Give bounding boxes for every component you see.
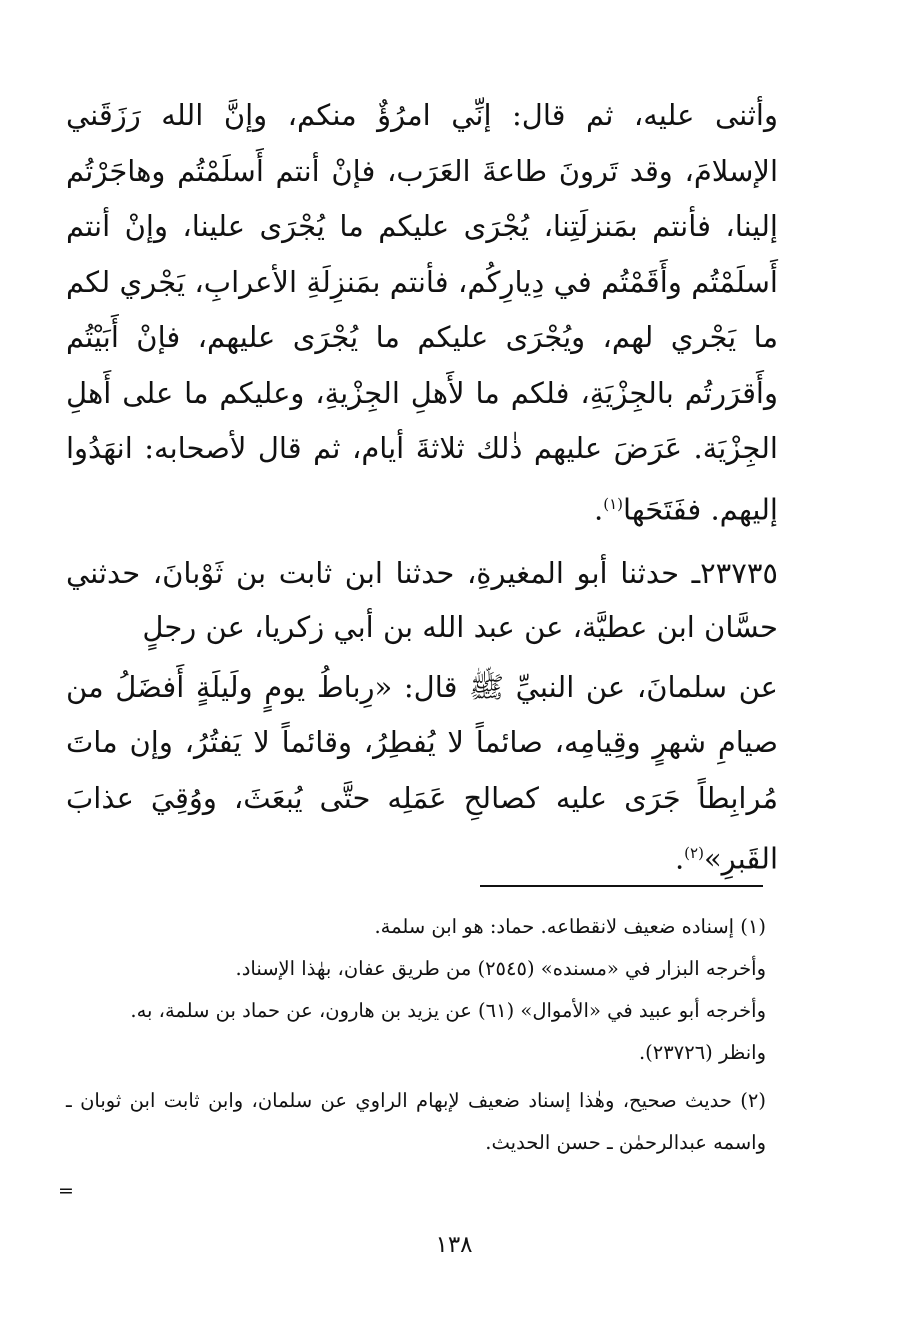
footnote-ref-2: (٢) (684, 844, 704, 863)
paragraph-narration-text: وأثنى عليه، ثم قال: إنِّي امرُؤٌ منكم، وإنَّ الله رَزَقَني الإسلامَ، وقد تَرونَ طاعةَ العَرَب، فإنْ أنتم أَسلَمْتُم وهاجَرْتُم إلينا، فأنتم بمَنزلَتِنا، يُجْرَى عليكم ما يُجْرَى علينا، وإنْ أنتم أَسلَمْتُم وأَقَمْتُم في دِيارِكُم، فأنتم بمَنزِلَةِ الأعرابِ، يَجْري لكم ما يَجْري لهم، ويُجْرَى عليكم ما يُجْرَى عليهم، فإنْ أَبَيْتُم وأَقرَرتُم بالجِزْيَةِ، فلكم ما لأَهلِ الجِزْيةِ، وعليكم ما على أَهلِ الجِزْيَة. عَرَضَ عليهم ذٰلك ثلاثةَ أيام، ثم قال لأصحابه: انهَدُوا إليهم. ففَتَحَها (66, 98, 778, 527)
footnote-2: (٢) حديث صحيح، وهٰذا إسناد ضعيف لإبهام الراوي عن سلمان، وابن ثابت ابن ثوبان ـ واسمه عبدالرحمٰن ـ حسن الحديث. (66, 1089, 766, 1154)
page-number: ١٣٨ (435, 1232, 473, 1258)
paragraph-hadith (66, 660, 778, 888)
main-text (66, 88, 778, 887)
paragraph-narration-end: . (594, 492, 604, 527)
footnotes (66, 906, 766, 1164)
footnote-1-line-2: وأخرجه البزار في «مسنده» (٢٥٤٥) من طريق عفان، بهٰذا الإسناد. (235, 957, 766, 980)
footnote-ref-1: (١) (603, 494, 624, 513)
footnote-1-line-4: وانظر (٢٣٧٢٦). (638, 1041, 766, 1064)
footnote-1-line-3: وأخرجه أبو عبيد في «الأموال» (٦١) عن يزيد بن هارون، عن حماد بن سلمة، به. (130, 999, 766, 1022)
footnote-separator (480, 885, 763, 887)
paragraph-narration (66, 88, 778, 538)
continuation-mark: = (58, 1180, 74, 1202)
paragraph-isnad: ٢٣٧٣٥ـ حدثنا أبو المغيرةِ، حدثنا ابن ثابت بن ثَوْبانَ، حدثني حسَّان ابن عطيَّة، عن عبد الله بن أبي زكريا، عن رجلٍ (66, 555, 778, 644)
paragraph-hadith-end: . (674, 841, 685, 876)
footnote-1: (١) إسناده ضعيف لانقطاعه. حماد: هو ابن سلمة. (374, 915, 766, 938)
paragraph-hadith-text: عن سلمانَ، عن النبيِّ ﷺ قال: «رِباطُ يومٍ ولَيلَةٍ أَفضَلُ من صيامِ شهرٍ وقِيامِه، صائماً لا يُفطِرُ، وقائماً لا يَفتُرُ، وإن ماتَ مُرابِطاً جَرَى عليه كصالحِ عَمَلِه حتَّى يُبعَثَ، ووُقِيَ عذابَ القَبرِ» (66, 669, 778, 876)
